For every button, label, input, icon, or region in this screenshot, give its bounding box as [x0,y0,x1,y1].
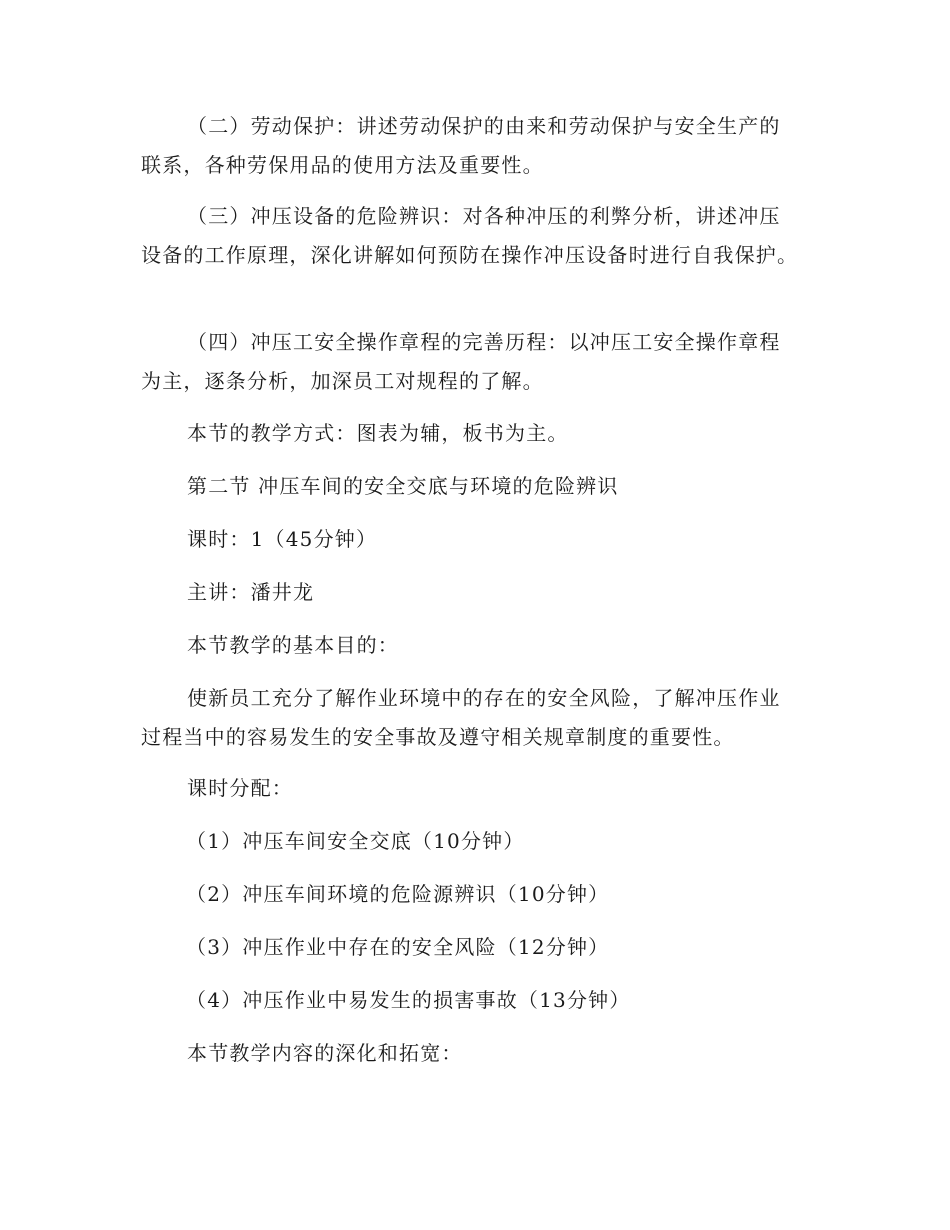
paragraph-purpose-label: 本节教学的基本目的： [187,633,399,657]
list-item-1: （1）冲压车间安全交底（10分钟） [186,829,525,853]
section-heading: 第二节 冲压车间的安全交底与环境的危险辨识 [187,474,619,498]
paragraph-equipment-hazard: （三）冲压设备的危险辨识：对各种冲压的利弊分析，讲述冲压设备的工作原理，深化讲解如何预防在操作冲压设备时进行自我保护。 [141,204,799,267]
paragraph-teaching-method: 本节的教学方式：图表为辅，板书为主。 [187,421,569,445]
paragraph-lecturer: 主讲：潘井龙 [187,580,315,604]
paragraph-deepening-label: 本节教学内容的深化和拓宽： [187,1041,463,1065]
list-item-4: （4）冲压作业中易发生的损害事故（13分钟） [186,988,631,1012]
list-item-3: （3）冲压作业中存在的安全风险（12分钟） [186,935,610,959]
paragraph-purpose-text: 使新员工充分了解作业环境中的存在的安全风险，了解冲压作业过程当中的容易发生的安全事故及遵守相关规章制度的重要性。 [141,686,781,749]
paragraph-labor-protection: （二）劳动保护：讲述劳动保护的由来和劳动保护与安全生产的联系，各种劳保用品的使用方法及重要性。 [141,114,781,177]
paragraph-time-allocation-label: 课时分配： [187,776,293,800]
list-item-2: （2）冲压车间环境的危险源辨识（10分钟） [186,882,610,906]
paragraph-operating-rules: （四）冲压工安全操作章程的完善历程：以冲压工安全操作章程为主，逐条分析，加深员工对规程的了解。 [141,330,781,393]
paragraph-class-hours: 课时：1（45分钟） [187,527,378,551]
